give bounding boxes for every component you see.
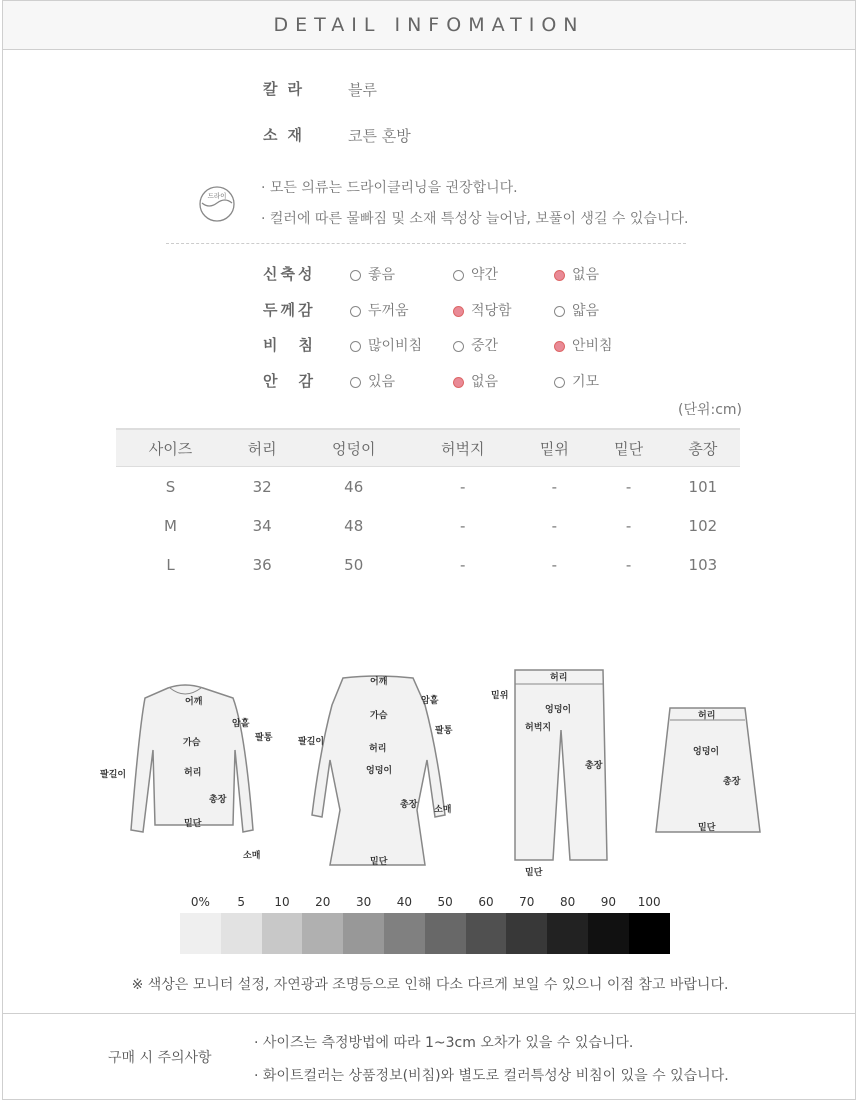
attribute-option: [350, 335, 422, 355]
attribute-option-label: 있음: [368, 374, 396, 390]
care-line-1: · 모든 의류는 드라이클리닝을 권장합니다.: [261, 180, 518, 196]
top-hem: 밑단: [184, 819, 202, 829]
grayscale-label: 10: [274, 895, 290, 909]
attribute-option-label: 없음: [572, 267, 600, 283]
dress-cuff: 소매: [434, 805, 452, 815]
unit-label: (단위:cm): [678, 402, 743, 418]
dress-length: 총장: [400, 800, 418, 810]
grayscale-label: 20: [315, 895, 331, 909]
attribute-label: 두께감: [263, 301, 316, 319]
material-label: 소재: [263, 126, 312, 144]
dress-sleeve-length: 팔길이: [298, 737, 325, 747]
dress-diagram: [298, 675, 453, 867]
pants-hem: 밑단: [525, 868, 543, 878]
size-table-header-cell: 허리: [225, 429, 299, 467]
attribute-option: [350, 371, 395, 391]
dry-clean-icon: [198, 185, 236, 223]
top-cuff: 소매: [243, 851, 261, 861]
purchase-line-1: · 사이즈는 측정방법에 따라 1~3cm 오차가 있을 수 있습니다.: [254, 1035, 634, 1051]
table-cell: 48: [344, 516, 364, 535]
table-cell: 36: [252, 555, 272, 574]
radio-checked-icon: [554, 270, 565, 281]
grayscale-label: 100: [637, 895, 661, 909]
section-title: DETAIL INFOMATION: [273, 14, 585, 36]
table-cell: 103: [688, 555, 718, 574]
attribute-option-label: 약간: [471, 267, 499, 283]
skirt-length: 총장: [723, 777, 741, 787]
table-cell: -: [551, 555, 558, 574]
grayscale-swatch: [588, 913, 629, 954]
dress-chest: 가슴: [370, 711, 388, 721]
grayscale-label: 0%: [190, 895, 210, 909]
attribute-option-label: 안비침: [572, 338, 613, 354]
size-table-header: [116, 429, 740, 467]
grayscale-swatch: [343, 913, 384, 954]
grayscale-swatch: [425, 913, 466, 954]
table-cell: S: [165, 477, 176, 496]
purchase-title: 구매 시 주의사항: [108, 1050, 212, 1066]
attribute-option: [554, 300, 599, 320]
grayscale-swatch: [466, 913, 507, 954]
attribute-option-label: 기모: [572, 374, 600, 390]
table-cell: 50: [344, 555, 364, 574]
pants-rise: 밑위: [491, 691, 509, 701]
attribute-option-label: 얇음: [572, 303, 600, 319]
attribute-option-label: 없음: [471, 374, 499, 390]
grayscale-label: 5: [237, 895, 246, 909]
attribute-option: [554, 335, 613, 355]
table-cell: -: [551, 516, 558, 535]
attribute-option: [453, 371, 498, 391]
grayscale-label: 50: [437, 895, 453, 909]
dress-shoulder: 어깨: [370, 677, 388, 687]
top-length: 총장: [209, 795, 227, 805]
table-row: [116, 506, 740, 545]
dry-icon-label: 드라이: [207, 192, 227, 200]
attribute-option-label: 두꺼움: [368, 303, 409, 319]
table-cell: 32: [252, 477, 272, 496]
material-value: 코튼 혼방: [348, 127, 411, 145]
grayscale-label: 40: [396, 895, 413, 909]
radio-checked-icon: [453, 377, 464, 388]
skirt-hem: 밑단: [698, 823, 716, 833]
top-armhole: 암홀: [232, 719, 250, 729]
color-label: 칼라: [263, 80, 312, 98]
table-row: [116, 545, 740, 584]
grayscale-label: 70: [519, 895, 535, 909]
radio-checked-icon: [554, 341, 565, 352]
grayscale-bar: [180, 913, 670, 954]
attribute-label: 신축성: [263, 265, 316, 283]
size-table-header-cell: 밑위: [517, 429, 591, 467]
pants-waist: 허리: [550, 673, 568, 683]
color-note: ※ 색상은 모니터 설정, 자연광과 조명등으로 인해 다소 다르게 보일 수 있으니 이점 참고 바랍니다.: [131, 977, 729, 993]
radio-unchecked-icon: [350, 377, 361, 388]
attribute-option: [350, 300, 409, 320]
grayscale-swatch: [180, 913, 221, 954]
grayscale-swatch: [629, 913, 670, 954]
attribute-option-label: 많이비침: [368, 338, 423, 354]
pants-diagram: [491, 670, 607, 878]
grayscale-swatch: [221, 913, 262, 954]
top-waist: 허리: [184, 768, 202, 778]
grayscale-label: 90: [600, 895, 617, 909]
grayscale-swatch: [384, 913, 425, 954]
top-diagram: [100, 685, 273, 861]
radio-unchecked-icon: [453, 341, 464, 352]
radio-unchecked-icon: [554, 377, 565, 388]
grayscale-swatch: [262, 913, 303, 954]
section-header: [2, 0, 856, 50]
top-chest: 가슴: [183, 738, 201, 748]
attribute-option: [350, 264, 395, 284]
table-cell: 101: [688, 477, 718, 496]
radio-unchecked-icon: [350, 341, 361, 352]
table-cell: L: [166, 555, 175, 574]
skirt-diagram: [656, 708, 760, 833]
skirt-waist: 허리: [698, 711, 716, 721]
attribute-option: [554, 371, 599, 391]
table-cell: -: [460, 555, 466, 574]
table-cell: -: [551, 477, 558, 496]
table-cell: -: [460, 477, 466, 496]
grayscale-swatch: [547, 913, 588, 954]
size-table-header-cell: 허벅지: [408, 429, 517, 467]
color-value: 블루: [348, 81, 377, 99]
table-cell: -: [625, 555, 632, 574]
radio-checked-icon: [453, 306, 464, 317]
purchase-notes: [2, 1013, 856, 1100]
radio-unchecked-icon: [350, 306, 361, 317]
pants-hip: 엉덩이: [545, 705, 572, 715]
size-table-header-cell: 밑단: [591, 429, 665, 467]
dress-hip: 엉덩이: [366, 766, 393, 776]
radio-unchecked-icon: [350, 270, 361, 281]
attribute-option-label: 중간: [471, 338, 499, 354]
attribute-option: [453, 264, 498, 284]
table-cell: M: [164, 516, 177, 535]
attribute-label: 안 감: [263, 372, 316, 390]
care-line-2: · 컬러에 따른 물빠짐 및 소재 특성상 늘어남, 보풀이 생길 수 있습니다.: [261, 211, 689, 227]
dress-armhole: 암홀: [421, 696, 439, 706]
table-cell: -: [460, 516, 466, 535]
skirt-hip: 엉덩이: [693, 747, 720, 757]
attribute-option: [453, 300, 512, 320]
table-row: [116, 467, 740, 507]
grayscale-label: 60: [478, 895, 494, 909]
dress-hem: 밑단: [370, 857, 388, 867]
top-sleeve-width: 팔통: [255, 733, 273, 743]
size-table-header-cell: 엉덩이: [299, 429, 408, 467]
radio-unchecked-icon: [453, 270, 464, 281]
size-table: [116, 428, 740, 584]
grayscale-labels: [180, 895, 670, 913]
table-cell: -: [625, 516, 632, 535]
top-sleeve-length: 팔길이: [100, 770, 127, 780]
attribute-option: [453, 335, 498, 355]
purchase-line-2: · 화이트컬러는 상품정보(비침)와 별도로 컬러특성상 비침이 있을 수 있습니다.: [254, 1068, 729, 1084]
pants-length: 총장: [585, 761, 603, 771]
grayscale-label: 80: [559, 895, 576, 909]
table-cell: 34: [252, 516, 272, 535]
attribute-label: 비 침: [263, 336, 316, 354]
radio-unchecked-icon: [554, 306, 565, 317]
dress-waist: 허리: [369, 744, 387, 754]
divider: [166, 243, 686, 244]
grayscale-label: 30: [355, 895, 372, 909]
dress-sleeve-width: 팔통: [435, 726, 453, 736]
top-shoulder: 어깨: [185, 697, 203, 707]
attribute-option-label: 적당함: [471, 303, 512, 319]
size-table-header-cell: 총장: [666, 429, 740, 467]
table-cell: 102: [688, 516, 718, 535]
attribute-option: [554, 264, 599, 284]
grayscale-swatch: [506, 913, 547, 954]
pants-thigh: 허벅지: [525, 723, 552, 733]
size-table-header-cell: 사이즈: [116, 429, 225, 467]
table-cell: 46: [344, 477, 364, 496]
measurement-diagrams: [95, 660, 775, 885]
grayscale-swatch: [302, 913, 343, 954]
attribute-option-label: 좋음: [368, 267, 396, 283]
table-cell: -: [625, 477, 632, 496]
